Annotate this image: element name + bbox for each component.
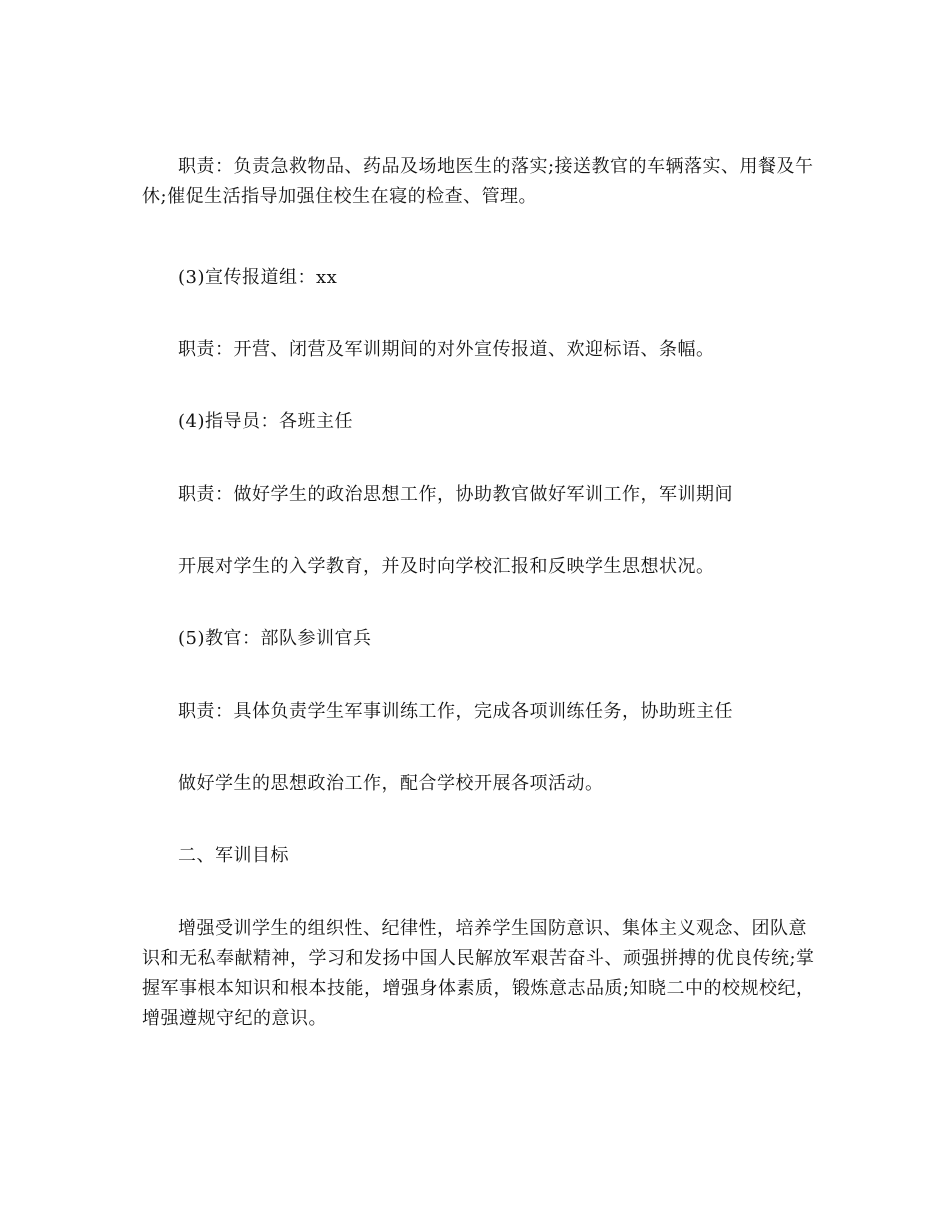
- section-heading-training-goals: 二、军训目标: [178, 845, 289, 866]
- paragraph-publicity-duties: 职责：开营、闭营及军训期间的对外宣传报道、欢迎标语、条幅。: [178, 339, 715, 360]
- paragraph-officer-duties-2: 做好学生的思想政治工作，配合学校开展各项活动。: [178, 773, 604, 794]
- paragraph-logistics-duties: 职责：负责急救物品、药品及场地医生的落实;接送教官的车辆落实、用餐及午休;催促生活指导加强住校生在寝的检查、管理。: [142, 156, 814, 207]
- paragraph-officer-duties-1: 职责：具体负责学生军事训练工作，完成各项训练任务，协助班主任: [178, 701, 733, 722]
- paragraph-officer-role: (5)教官：部队参训官兵: [178, 628, 372, 649]
- paragraph-training-goals: 增强受训学生的组织性、纪律性，培养学生国防意识、集体主义观念、团队意识和无私奉献精神，学习和发扬中国人民解放军艰苦奋斗、顽强拼搏的优良传统;掌握军事根本知识和根本技能，增强身体素质，锻炼意志品质;知晓二中的校规校纪，增强遵规守纪的意识。: [142, 918, 815, 1029]
- paragraph-instructor-duties-2: 开展对学生的入学教育，并及时向学校汇报和反映学生思想状况。: [178, 556, 715, 577]
- paragraph-instructor-duties-1: 职责：做好学生的政治思想工作，协助教官做好军训工作，军训期间: [178, 484, 733, 505]
- paragraph-instructor-role: (4)指导员：各班主任: [178, 411, 353, 432]
- paragraph-publicity-group: (3)宣传报道组：xx: [178, 267, 338, 288]
